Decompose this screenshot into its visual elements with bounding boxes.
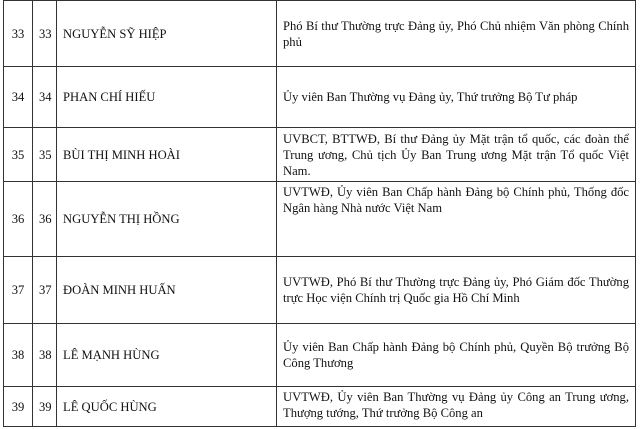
person-name: BÙI THỊ MINH HOÀI <box>57 128 277 182</box>
person-position: Ủy viên Ban Thường vụ Đảng ủy, Thứ trưởng Bộ Tư pháp <box>277 67 636 128</box>
person-name: NGUYỄN THỊ HỒNG <box>57 182 277 257</box>
table-row <box>4 67 636 128</box>
table-row <box>4 324 636 387</box>
row-number: 39 <box>33 387 57 427</box>
row-number: 35 <box>33 128 57 182</box>
person-name: NGUYỄN SỸ HIỆP <box>57 1 277 67</box>
row-number: 37 <box>33 257 57 324</box>
person-position: Ủy viên Ban Chấp hành Đảng bộ Chính phủ, Quyền Bộ trưởng Bộ Công Thương <box>277 324 636 387</box>
row-number: 33 <box>33 1 57 67</box>
row-number: 36 <box>33 182 57 257</box>
row-number: 34 <box>33 67 57 128</box>
row-number: 38 <box>33 324 57 387</box>
table-row <box>4 128 636 182</box>
person-name: LÊ QUỐC HÙNG <box>57 387 277 427</box>
row-index: 36 <box>4 182 33 257</box>
person-position: UVTWĐ, Ủy viên Ban Thường vụ Đảng ủy Công an Trung ương, Thượng tướng, Thứ trưởng Bộ Công an <box>277 387 636 427</box>
person-position: UVTWĐ, Ủy viên Ban Chấp hành Đảng bộ Chính phủ, Thống đốc Ngân hàng Nhà nước Việt Nam <box>277 182 636 257</box>
row-index: 37 <box>4 257 33 324</box>
members-table <box>3 0 636 427</box>
row-index: 39 <box>4 387 33 427</box>
table-row <box>4 182 636 257</box>
person-name: LÊ MẠNH HÙNG <box>57 324 277 387</box>
person-name: PHAN CHÍ HIẾU <box>57 67 277 128</box>
table-row <box>4 1 636 67</box>
row-index: 35 <box>4 128 33 182</box>
row-index: 33 <box>4 1 33 67</box>
person-position: UVTWĐ, Phó Bí thư Thường trực Đảng ủy, Phó Giám đốc Thường trực Học viện Chính trị Quốc gia Hồ Chí Minh <box>277 257 636 324</box>
person-position: Phó Bí thư Thường trực Đảng ủy, Phó Chủ nhiệm Văn phòng Chính phủ <box>277 1 636 67</box>
row-index: 38 <box>4 324 33 387</box>
row-index: 34 <box>4 67 33 128</box>
person-position: UVBCT, BTTWĐ, Bí thư Đảng ủy Mặt trận tổ quốc, các đoàn thể Trung ương, Chủ tịch Ủy Ban Trung ương Mặt trận Tổ quốc Việt Nam. <box>277 128 636 182</box>
person-name: ĐOÀN MINH HUẤN <box>57 257 277 324</box>
table-row <box>4 387 636 427</box>
table-row <box>4 257 636 324</box>
